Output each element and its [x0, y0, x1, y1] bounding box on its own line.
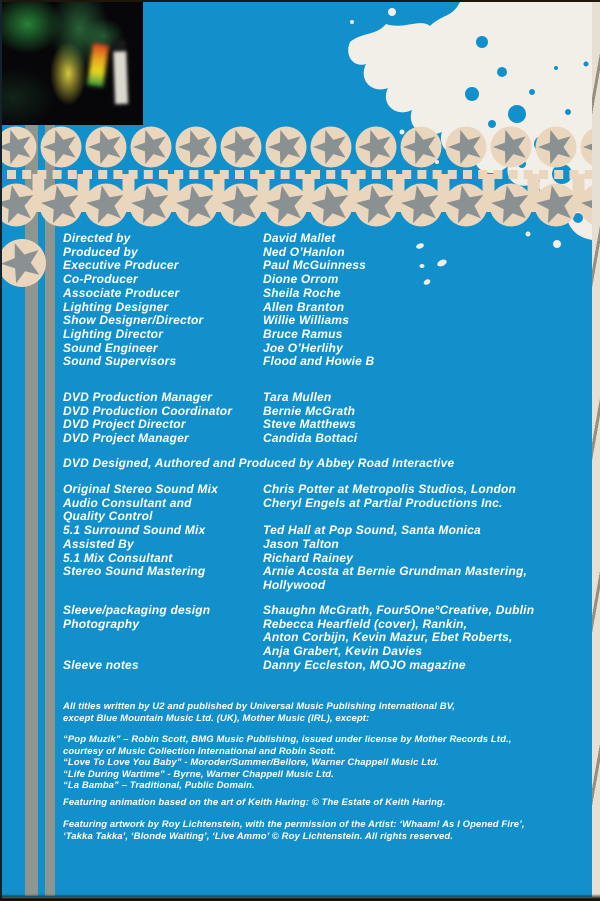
fine-print-line: Featuring animation based on the art of Keith Haring: © The Estate of Keith Haring.	[63, 797, 446, 808]
credit-name-value: Cheryl Engels at Partial Productions Inc.	[263, 495, 503, 510]
credit-role-label	[63, 631, 263, 645]
credit-row	[63, 579, 588, 593]
fine-print-line: All titles written by U2 and published by Universal Music Publishing International BV,	[63, 701, 456, 712]
credit-row	[63, 538, 588, 552]
credit-name-value: Steve Matthews	[263, 417, 356, 432]
fine-print-line: “Life During Wartime” - Byrne, Warner Chappell Music Ltd.	[63, 768, 334, 780]
scan-edge-top	[0, 0, 600, 2]
credit-role-label	[63, 645, 263, 659]
credit-role-label: DVD Production Manager	[63, 390, 213, 404]
credit-row	[63, 273, 588, 287]
fine-print-line: Featuring artwork by Roy Lichtenstein, with the permission of the Artist: ‘Whaam! As I Opened Fire’,	[63, 819, 525, 830]
credit-role-label: Quality Control	[63, 509, 153, 524]
credit-name-value: Shaughn McGrath, Four5One°Creative, Dublin	[263, 603, 535, 617]
dvd-designed-note: DVD Designed, Authored and Produced by Abbey Road Interactive	[63, 456, 455, 470]
fine-print-line: except Blue Mountain Music Ltd. (UK), Mother Music (IRL), except:	[63, 712, 370, 724]
credit-name-value: Chris Potter at Metropolis Studios, London	[263, 482, 517, 496]
credit-role-label: Sound Supervisors	[63, 354, 177, 369]
credit-role-label: 5.1 Mix Consultant	[63, 550, 173, 565]
credit-row	[63, 552, 588, 566]
credit-name-value: Bernie McGrath	[263, 403, 356, 418]
credit-name-value: Ted Hall at Pop Sound, Santa Monica	[263, 523, 481, 538]
credit-name-value: Arnie Acosta at Bernie Grundman Mastering,	[263, 564, 528, 579]
fine-print-line: courtesy of Music Collection International and Robin Scott.	[63, 745, 336, 757]
scan-edge-left	[0, 0, 2, 901]
performer-in-photo	[113, 40, 128, 104]
concert-photo	[2, 2, 143, 125]
credit-name-value: Tara Mullen	[263, 390, 332, 404]
credit-row	[63, 418, 588, 432]
credit-name-value: Danny Eccleston, MOJO magazine	[263, 657, 466, 672]
credit-name-value: Bruce Ramus	[263, 326, 343, 341]
credit-role-label: Executive Producer	[63, 258, 179, 273]
credit-role-label: Original Stereo Sound Mix	[63, 482, 219, 496]
credit-role-label: Associate Producer	[63, 285, 180, 300]
credit-name-value: Ned O’Hanlon	[263, 244, 345, 259]
credit-row	[63, 405, 588, 419]
credit-row	[63, 524, 588, 538]
credit-row	[63, 618, 588, 632]
credit-role-label: Assisted By	[63, 536, 134, 551]
fine-print-line: “Pop Muzik” – Robin Scott, BMG Music Publishing, issued under license by Mother Records Ltd.,	[63, 734, 512, 745]
credit-row	[63, 645, 588, 659]
credit-role-label: Audio Consultant and	[63, 495, 192, 510]
credit-role-label: Stereo Sound Mastering	[63, 564, 206, 579]
credit-name-value: Hollywood	[263, 577, 326, 592]
credit-role-label: Sleeve notes	[63, 657, 139, 672]
star-band-decoration	[2, 124, 592, 228]
credit-role-label: DVD Project Director	[63, 417, 186, 432]
credit-role-label: Photography	[63, 616, 140, 631]
credit-name-value	[263, 510, 588, 524]
credit-row	[63, 301, 588, 315]
booklet-binding-edge	[592, 0, 600, 901]
fine-print-line: “La Bamba” – Traditional, Public Domain.	[63, 780, 255, 792]
credit-role-label	[63, 579, 263, 593]
credit-role-label: Produced by	[63, 244, 138, 259]
fine-print-line: “Love To Love You Baby” - Moroder/Summer/Bellore, Warner Chappell Music Ltd.	[63, 757, 440, 769]
credit-row	[63, 432, 588, 446]
credit-name-value: Anja Grabert, Kevin Davies	[263, 644, 423, 659]
legal-haring-note	[63, 797, 588, 809]
credit-name-value: Sheila Roche	[263, 285, 341, 300]
credit-role-label: Sound Engineer	[63, 340, 158, 355]
credits-section-dvd	[63, 391, 588, 446]
credit-role-label: Lighting Director	[63, 326, 164, 341]
credit-name-value: Joe O’Herlihy	[263, 340, 343, 355]
credit-row	[63, 342, 588, 356]
credit-name-value: Dione Orrom	[263, 272, 339, 287]
credit-row	[63, 659, 588, 673]
credits-section-audio	[63, 483, 588, 593]
credit-row	[63, 232, 588, 246]
credit-row	[63, 631, 588, 645]
legal-lichtenstein-note	[63, 819, 588, 842]
credit-row	[63, 497, 588, 511]
scan-edge-bottom	[0, 894, 600, 901]
credit-row	[63, 355, 588, 369]
credit-name-value: Willie Williams	[263, 313, 350, 328]
legal-publishing-note	[63, 701, 588, 724]
credit-name-value: Rebecca Hearfield (cover), Rankin,	[263, 616, 468, 631]
credit-name-value: David Mallet	[263, 231, 336, 245]
credit-role-label: Sleeve/packaging design	[63, 603, 211, 617]
credit-name-value: Anton Corbijn, Kevin Mazur, Ebet Roberts,	[263, 630, 513, 645]
credit-row	[63, 483, 588, 497]
credit-row	[63, 565, 588, 579]
credit-role-label: Show Designer/Director	[63, 313, 204, 328]
credit-name-value: Allen Branton	[263, 299, 345, 314]
credit-row	[63, 246, 588, 260]
credit-name-value: Candida Bottaci	[263, 431, 358, 446]
credit-role-label: DVD Production Coordinator	[63, 403, 233, 418]
credits-section-sleeve	[63, 604, 588, 673]
legal-songs-note	[63, 734, 588, 792]
credit-name-value: Richard Rainey	[263, 550, 354, 565]
credit-role-label: DVD Project Manager	[63, 431, 189, 446]
star-icon	[0, 237, 48, 289]
credit-row	[63, 604, 588, 618]
credit-row	[63, 259, 588, 273]
credit-row	[63, 314, 588, 328]
credit-row	[63, 391, 588, 405]
credit-row	[63, 328, 588, 342]
credit-role-label: Co-Producer	[63, 272, 138, 287]
rainbow-flag-in-photo	[87, 43, 109, 87]
fine-print-line: ‘Takka Takka’, ‘Blonde Waiting’, ‘Live Ammo’ © Roy Lichtenstein. All rights reserved.	[63, 830, 453, 842]
credit-name-value: Jason Talton	[263, 536, 339, 551]
credits-section-production	[63, 232, 588, 369]
credit-role-label: 5.1 Surround Sound Mix	[63, 523, 206, 538]
credit-row	[63, 287, 588, 301]
credit-role-label: Directed by	[63, 231, 131, 245]
credit-row	[63, 510, 588, 524]
credit-name-value: Paul McGuinness	[263, 258, 367, 273]
credit-role-label: Lighting Designer	[63, 299, 169, 314]
credit-name-value: Flood and Howie B	[263, 354, 375, 369]
